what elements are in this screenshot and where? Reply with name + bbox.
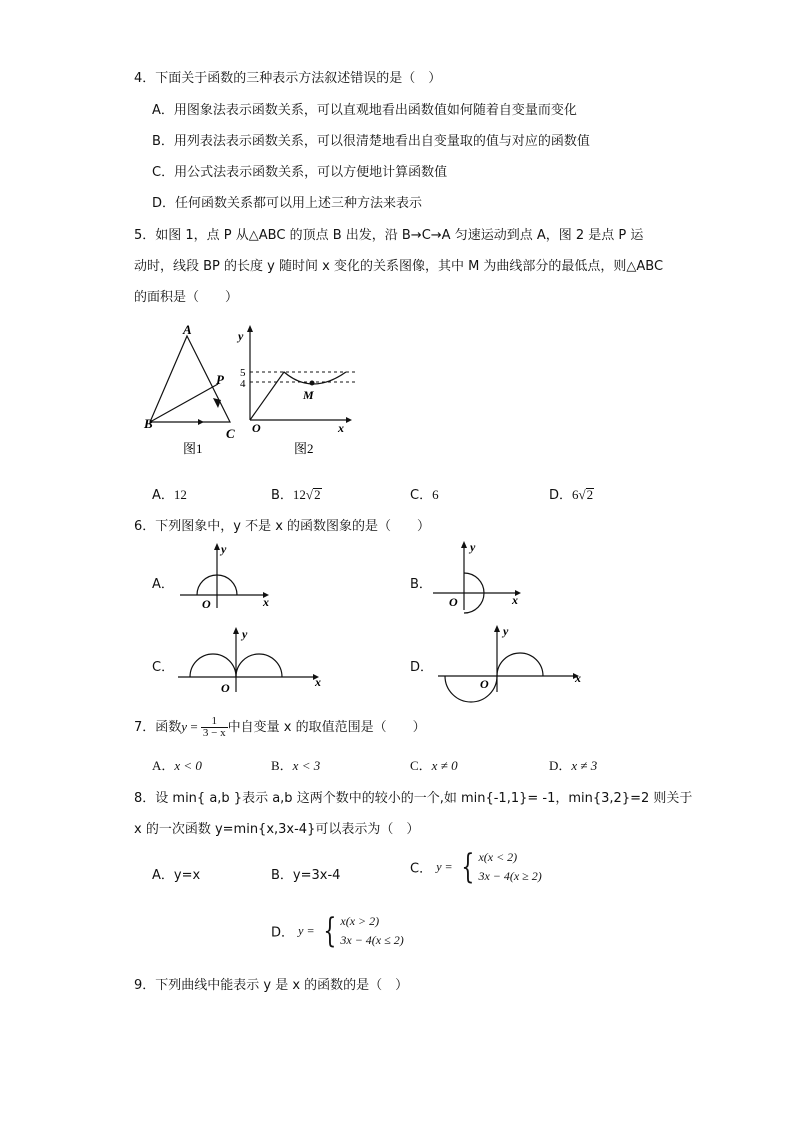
fig1-label-p: P (216, 372, 224, 387)
q4-stem: 4．下面关于函数的三种表示方法叙述错误的是（ ） (134, 71, 442, 86)
fig1-label-b: B (144, 416, 153, 431)
q8-line2: x 的一次函数 y=min{x,3x-4}可以表示为（ ） (134, 822, 420, 837)
q8-option-d: D． y = { x(x > 2) 3x − 4(x ≤ 2) (271, 911, 404, 951)
q5-line3: 的面积是（ ） (134, 290, 239, 305)
q4-option-a: A．用图象法表示函数关系，可以直观地看出函数值如何随着自变量而变化 (152, 103, 577, 118)
q8-option-b: B．y=3x-4 (271, 868, 341, 883)
q8-line1: 8．设 min{ a,b }表示 a,b 这两个数中的较小的一个,如 min{-1,1}= -1，min{3,2}=2 则关于 (134, 791, 693, 806)
q8-option-a: A．y=x (152, 868, 201, 883)
q7-fraction: $\frac{1}{3 - x}$ (202, 715, 226, 739)
q5-option-a: A．12 (152, 487, 187, 503)
svg-text:O: O (202, 597, 211, 611)
q6-label-d: D． (410, 660, 434, 675)
q7-option-d: D．x ≠ 3 (549, 758, 598, 773)
q5-option-d: D．6√2 (549, 487, 594, 503)
q7-stem: 7．函数y = $\frac{1}{3 - x}$ 中自变量 x 的取值范围是（ ） (134, 715, 426, 739)
q6-label-c: C． (152, 660, 175, 675)
svg-text:O: O (480, 677, 489, 691)
q4-option-c: C．用公式法表示函数关系，可以方便地计算函数值 (152, 165, 448, 180)
svg-text:O: O (449, 595, 458, 609)
q5-option-b: B．12√2 (271, 487, 321, 503)
q6-graph-c (175, 622, 335, 697)
q4-option-d: D．任何函数关系都可以用上述三种方法来表示 (152, 196, 423, 211)
q5-figure2 (226, 320, 366, 460)
fig1-label-a: A (183, 322, 192, 337)
q6-label-a: A． (152, 577, 174, 592)
svg-text:x: x (512, 593, 518, 607)
q7-option-a: A．x < 0 (152, 758, 202, 773)
fig2-label-m: M (303, 388, 314, 402)
svg-text:y: y (221, 542, 227, 556)
q4-option-b: B．用列表法表示函数关系，可以很清楚地看出自变量取的值与对应的函数值 (152, 134, 590, 149)
q8-option-c: C． y = { x(x < 2) 3x − 4(x ≥ 2) (410, 847, 542, 887)
svg-text:y: y (242, 627, 248, 641)
fig2-label-y: y (238, 329, 244, 343)
svg-text:x: x (315, 675, 321, 689)
fig1-label-c: C (226, 426, 235, 441)
fig1-caption: 图1 (183, 441, 203, 456)
q5-line2: 动时，线段 BP 的长度 y 随时间 x 变化的关系图像，其中 M 为曲线部分的最低点，则△ABC (134, 259, 664, 274)
q5-line1: 5．如图 1，点 P 从△ABC 的顶点 B 出发，沿 B→C→A 匀速运动到点 A，图 2 是点 P 运 (134, 228, 644, 243)
fig2-label-x: x (338, 421, 344, 435)
fig2-label-5: 5 (240, 367, 246, 379)
q5-option-c: C．6 (410, 487, 439, 503)
fig2-caption: 图2 (294, 441, 314, 456)
q6-graph-d (435, 620, 595, 710)
fig2-label-o: O (252, 421, 261, 435)
svg-text:y: y (470, 540, 476, 554)
fig2-label-4: 4 (240, 378, 246, 390)
q9-stem: 9．下列曲线中能表示 y 是 x 的函数的是（ ） (134, 978, 409, 993)
svg-text:x: x (263, 595, 269, 609)
q6-label-b: B． (410, 577, 432, 592)
svg-text:y: y (503, 624, 509, 638)
q7-option-c: C．x ≠ 0 (410, 758, 458, 773)
q6-graph-b (430, 538, 535, 618)
q6-stem: 6．下列图象中，y 不是 x 的函数图象的是（ ） (134, 519, 431, 534)
q6-graph-a (175, 540, 280, 615)
q7-option-b: B．x < 3 (271, 758, 321, 773)
svg-text:O: O (221, 681, 230, 695)
svg-text:x: x (575, 671, 581, 685)
